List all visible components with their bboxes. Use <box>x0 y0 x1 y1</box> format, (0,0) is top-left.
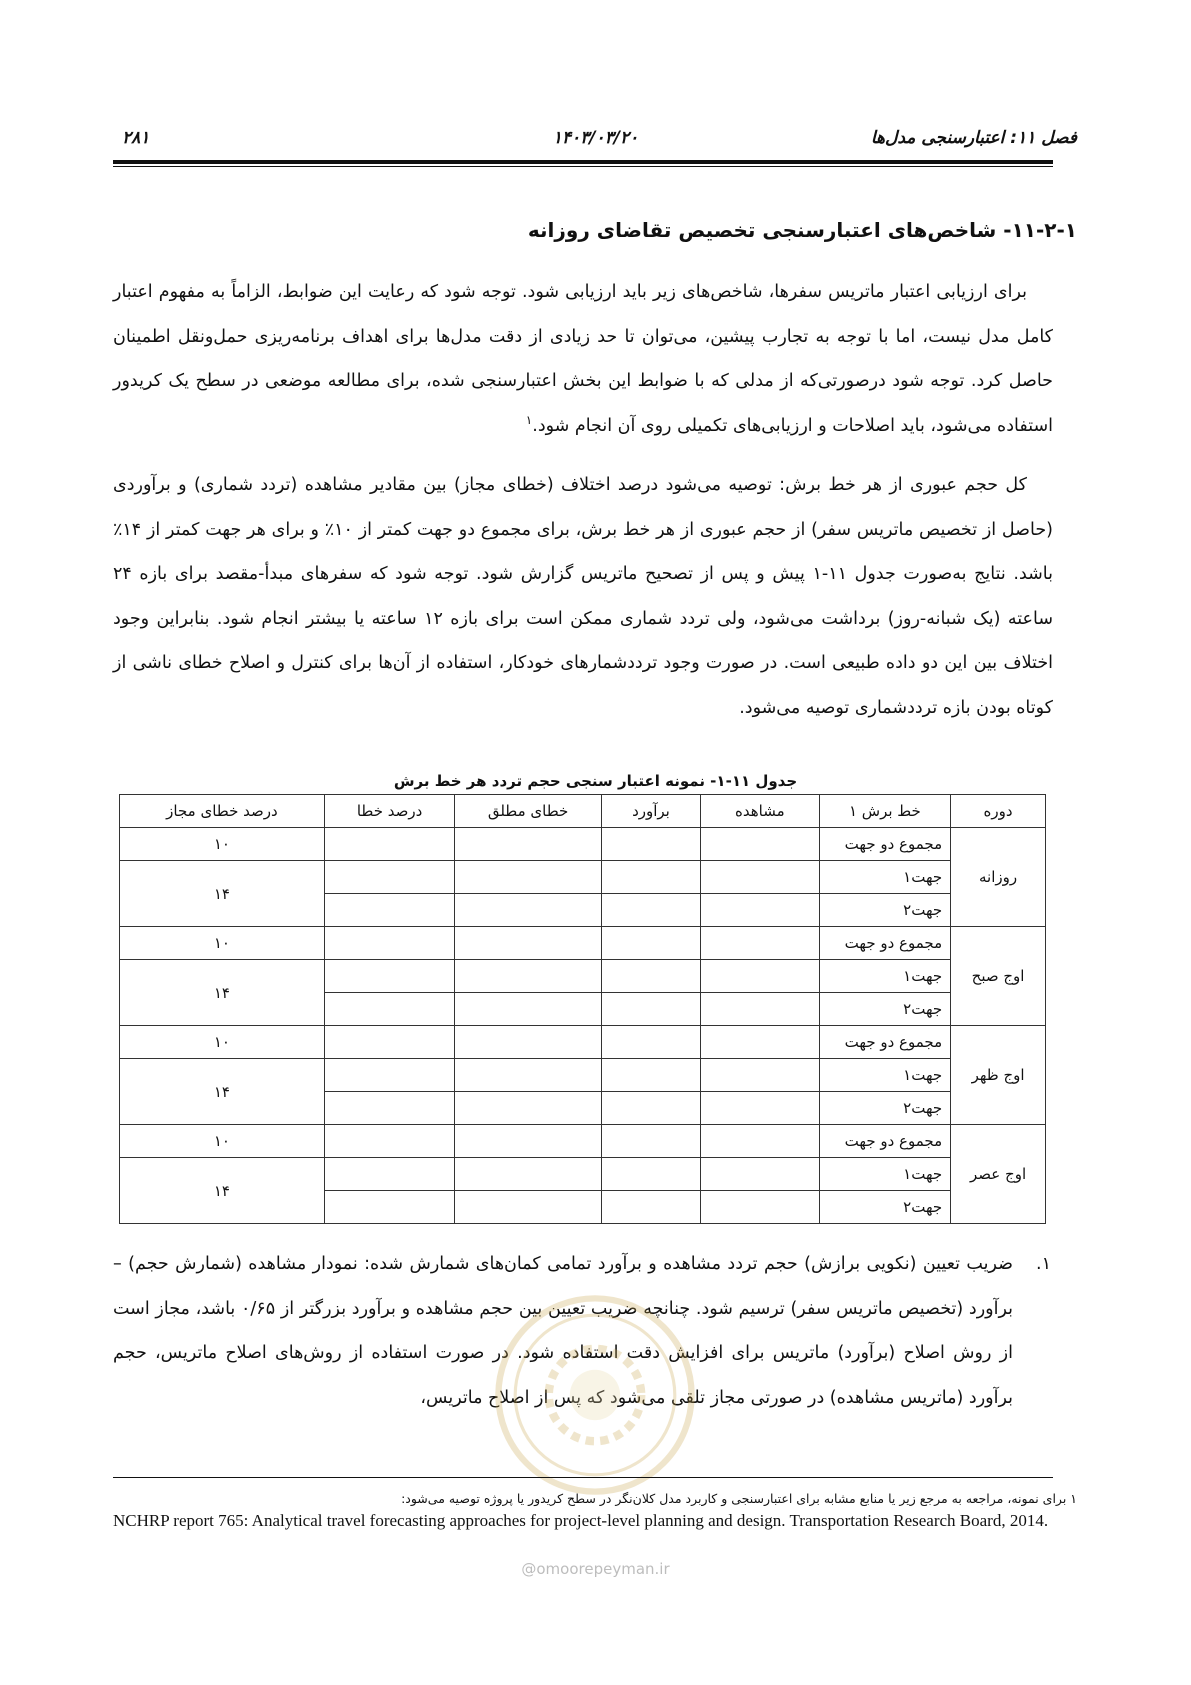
error-percent-cell <box>324 861 454 894</box>
error-percent-cell <box>324 1026 454 1059</box>
estimated-cell <box>601 894 700 927</box>
observed-cell <box>701 993 820 1026</box>
estimated-cell <box>601 828 700 861</box>
error-percent-cell <box>324 1125 454 1158</box>
table-row <box>120 960 1046 993</box>
watermark-text: @omoorepeyman.ir <box>521 1560 670 1578</box>
cutline-cell: جهت۲ <box>819 1092 951 1125</box>
list-item-text: ضریب تعیین (نکویی برازش) حجم تردد مشاهده و برآورد تمامی کمان‌های شمارش شده: نمودار مشاهده (شمارش حجم) – برآورد (تخصیص ماتریس سفر) ترسیم شود. چنانچه ضریب تعیین بین حجم مشاهده و برآورد بزرگتر از ۰/۶۵ باشد، مجاز است از روش اصلاح (برآورد) ماتریس برای افزایش دقت استفاده شود. در صورت استفاده از روش‌های اصلاح ماتریس، حجم برآورد (ماتریس مشاهده) در صورتی مجاز تلقی می‌شود که پس از اصلاح ماتریس، <box>113 1254 1013 1408</box>
period-cell: روزانه <box>951 828 1046 927</box>
observed-cell <box>701 1125 820 1158</box>
absolute-error-cell <box>455 927 602 960</box>
observed-cell <box>701 1026 820 1059</box>
estimated-cell <box>601 1125 700 1158</box>
table-row <box>120 927 1046 960</box>
observed-cell <box>701 1092 820 1125</box>
allowed-error-cell: ۱۴ <box>120 1059 325 1125</box>
error-percent-cell <box>324 993 454 1026</box>
observed-cell <box>701 828 820 861</box>
estimated-cell <box>601 1092 700 1125</box>
cutline-cell: جهت۱ <box>819 960 951 993</box>
allowed-error-cell: ۱۰ <box>120 828 325 861</box>
allowed-error-cell: ۱۰ <box>120 1125 325 1158</box>
observed-cell <box>701 1059 820 1092</box>
footnote-reference[interactable]: ۱ <box>525 412 533 427</box>
period-cell: اوج ظهر <box>951 1026 1046 1125</box>
cutline-cell: مجموع دو جهت <box>819 927 951 960</box>
table-row <box>120 1158 1046 1191</box>
absolute-error-cell <box>455 1158 602 1191</box>
cutline-cell: جهت۲ <box>819 894 951 927</box>
header-cutline: خط برش ۱ <box>819 795 951 828</box>
footnote-rule <box>113 1477 1053 1478</box>
cutline-validation-table <box>119 794 1046 1224</box>
header-estimated: برآورد <box>601 795 700 828</box>
error-percent-cell <box>324 960 454 993</box>
table-row <box>120 828 1046 861</box>
header-absolute-error: خطای مطلق <box>455 795 602 828</box>
estimated-cell <box>601 1191 700 1224</box>
table-row <box>120 1125 1046 1158</box>
error-percent-cell <box>324 1092 454 1125</box>
cutline-cell: مجموع دو جهت <box>819 828 951 861</box>
header-error-percent: درصد خطا <box>324 795 454 828</box>
allowed-error-cell: ۱۰ <box>120 1026 325 1059</box>
period-cell: اوج عصر <box>951 1125 1046 1224</box>
allowed-error-cell: ۱۰ <box>120 927 325 960</box>
table-row <box>120 861 1046 894</box>
absolute-error-cell <box>455 1125 602 1158</box>
error-percent-cell <box>324 1191 454 1224</box>
cutline-cell: جهت۱ <box>819 1059 951 1092</box>
allowed-error-cell: ۱۴ <box>120 861 325 927</box>
absolute-error-cell <box>455 960 602 993</box>
observed-cell <box>701 960 820 993</box>
absolute-error-cell <box>455 1191 602 1224</box>
paragraph-1 <box>113 270 1053 448</box>
error-percent-cell <box>324 894 454 927</box>
running-header-date: ۱۴۰۳/۰۳/۲۰ <box>552 128 639 148</box>
section-title: ۱۱-۲-۱- شاخص‌های اعتبارسنجی تخصیص تقاضای روزانه <box>527 218 1077 242</box>
table-caption: جدول ۱۱-۱- نمونه اعتبار سنجی حجم تردد هر خط برش <box>393 772 798 790</box>
paragraph-1-text: برای ارزیابی اعتبار ماتریس سفرها، شاخص‌های زیر باید ارزیابی شود. توجه شود که رعایت این ضوابط، الزاماً به مفهوم اعتبار کامل مدل نیست، اما با توجه به تجارب پیشین، می‌توان تا حد زیادی از دقت مدل‌ها برای اهداف برنامه‌ریزی حمل‌ونقل اطمینان حاصل کرد. توجه شود درصورتی‌که از مدلی که با ضوابط این بخش اعتبارسنجی شده، برای مطالعه موضعی در سطح یک کریدور استفاده می‌شود، باید اصلاحات و ارزیابی‌های تکمیلی روی آن انجام شود. <box>113 282 1053 436</box>
watermark-seal-icon <box>490 1290 700 1500</box>
table-row <box>120 1059 1046 1092</box>
error-percent-cell <box>324 1059 454 1092</box>
absolute-error-cell <box>455 993 602 1026</box>
cutline-cell: جهت۲ <box>819 993 951 1026</box>
observed-cell <box>701 927 820 960</box>
absolute-error-cell <box>455 861 602 894</box>
running-header-chapter: فصل ۱۱: اعتبارسنجی مدل‌ها <box>870 128 1077 148</box>
allowed-error-cell: ۱۴ <box>120 1158 325 1224</box>
paragraph-2 <box>113 463 1053 730</box>
estimated-cell <box>601 960 700 993</box>
table-header-row <box>120 795 1046 828</box>
header-period: دوره <box>951 795 1046 828</box>
paragraph-2-text: کل حجم عبوری از هر خط برش: توصیه می‌شود درصد اختلاف (خطای مجاز) بین مقادیر مشاهده (تردد شماری) و برآوردی (حاصل از تخصیص ماتریس سفر) از حجم عبوری از هر خط برش، برای مجموع دو جهت کمتر از ۱۰٪ و برای هر جهت کمتر از ۱۴٪ باشد. نتایج به‌صورت جدول ۱۱-۱ پیش و پس از تصحیح ماتریس گزارش شود. توجه شود که سفرهای مبدأ-مقصد برای بازه ۲۴ ساعته (یک شبانه-روز) برداشت می‌شود، ولی تردد شماری ممکن است برای بازه ۱۲ ساعته یا بیشتر انجام شود. بنابراین وجود اختلاف بین این دو داده طبیعی است. در صورت وجود ترددشمارهای خودکار، استفاده از آن‌ها برای کنترل و اصلاح خطای ناشی از کوتاه بودن بازه ترددشماری توصیه می‌شود. <box>113 475 1054 718</box>
cutline-cell: جهت۱ <box>819 1158 951 1191</box>
footnote-reference-english: NCHRP report 765: Analytical travel forecasting approaches for project-level planning and design. Transportation Research Board, 2014. <box>113 1511 1049 1530</box>
absolute-error-cell <box>455 1059 602 1092</box>
estimated-cell <box>601 1059 700 1092</box>
period-cell: اوج صبح <box>951 927 1046 1026</box>
absolute-error-cell <box>455 894 602 927</box>
estimated-cell <box>601 927 700 960</box>
error-percent-cell <box>324 828 454 861</box>
footnote-persian: ۱ برای نمونه، مراجعه به مرجع زیر یا منابع مشابه برای اعتبارسنجی و کاربرد مدل کلان‌نگر در سطح کریدور یا پروژه توصیه می‌شود: <box>401 1491 1077 1506</box>
observed-cell <box>701 894 820 927</box>
observed-cell <box>701 1158 820 1191</box>
header-rule-thick <box>113 160 1053 164</box>
observed-cell <box>701 1191 820 1224</box>
estimated-cell <box>601 1026 700 1059</box>
estimated-cell <box>601 861 700 894</box>
estimated-cell <box>601 1158 700 1191</box>
page-number: ۲۸۱ <box>122 128 150 148</box>
cutline-cell: مجموع دو جهت <box>819 1026 951 1059</box>
header-rule-thin <box>113 166 1053 167</box>
estimated-cell <box>601 993 700 1026</box>
table-row <box>120 1026 1046 1059</box>
header-allowed-error: درصد خطای مجاز <box>120 795 325 828</box>
list-item-number: ۱. <box>1036 1254 1051 1274</box>
cutline-cell: جهت۱ <box>819 861 951 894</box>
error-percent-cell <box>324 927 454 960</box>
absolute-error-cell <box>455 1092 602 1125</box>
cutline-cell: جهت۲ <box>819 1191 951 1224</box>
allowed-error-cell: ۱۴ <box>120 960 325 1026</box>
absolute-error-cell <box>455 1026 602 1059</box>
header-observed: مشاهده <box>701 795 820 828</box>
observed-cell <box>701 861 820 894</box>
cutline-cell: مجموع دو جهت <box>819 1125 951 1158</box>
error-percent-cell <box>324 1158 454 1191</box>
absolute-error-cell <box>455 828 602 861</box>
